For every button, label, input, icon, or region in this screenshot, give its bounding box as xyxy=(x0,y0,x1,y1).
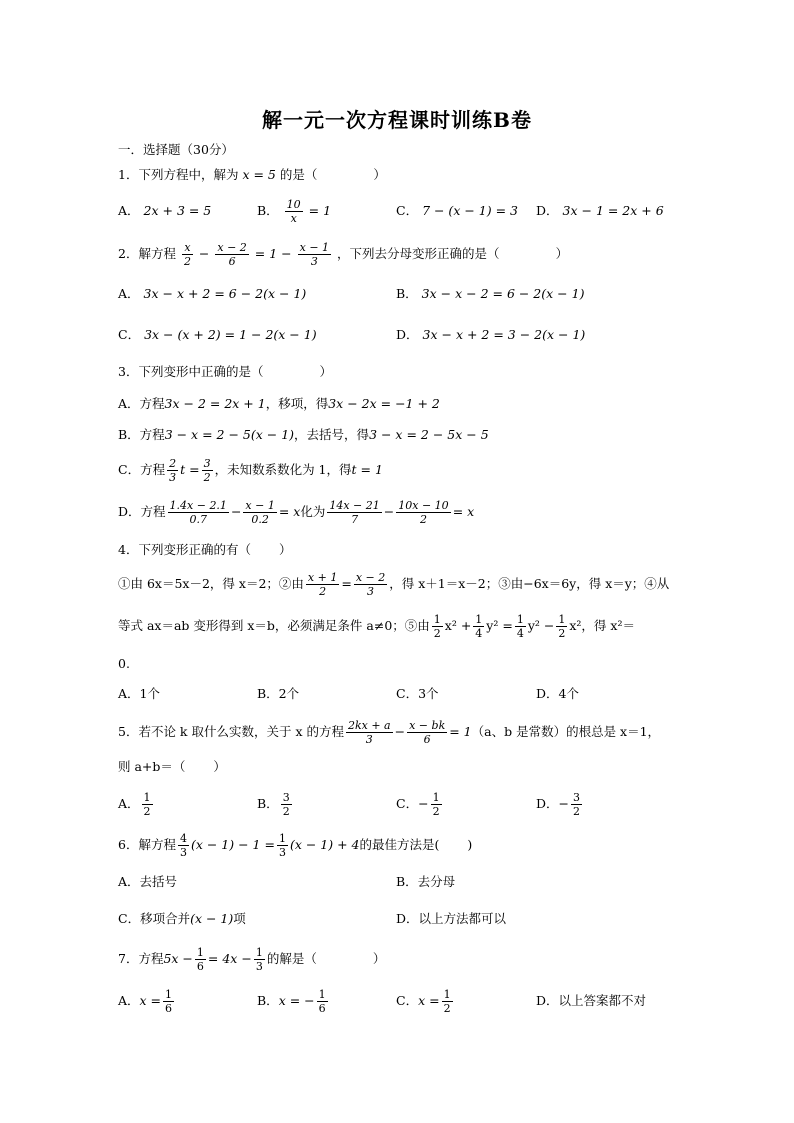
fraction: $\frac{1}{4}$ xyxy=(475,613,483,640)
fraction: $\frac{x}{2}$ xyxy=(183,241,191,268)
q5-option-c[interactable]: C．− $\frac{1}{2}$ xyxy=(396,791,440,818)
q7-option-d[interactable]: D．以上答案都不对 xyxy=(536,993,647,1008)
fraction: $\frac{10x - 10}{2}$ xyxy=(398,499,449,526)
option-label: A．方程 xyxy=(118,396,165,411)
q1-tail: 的是（ xyxy=(279,167,318,182)
option-math: 3 − x = 2 − 5(x − 1) xyxy=(164,427,295,442)
q4-line-2: 等式 ax＝ab 变形得到 x＝b，必须满足条件 a≠0；⑤由 $\frac{1}{2}$ x² + $\frac{1}{4}$ y² = $\frac{1}{4}$ y² − $\frac{1}{2}$ x²，得 x²＝ xyxy=(118,613,635,640)
option-math: t = 1 xyxy=(351,462,383,477)
fraction: $\frac{1}{2}$ xyxy=(558,613,566,640)
q5-line-2: 则 a+b＝（ ） xyxy=(118,759,226,774)
option-math: = 1 xyxy=(308,203,332,218)
option-label: A． xyxy=(118,796,140,811)
question-4: 4．下列变形正确的有（ ） xyxy=(118,542,292,557)
q6-option-a[interactable]: A．去括号 xyxy=(118,874,178,889)
option-label: A． xyxy=(118,203,140,218)
option-math: 3x − x + 2 = 6 − 2(x − 1) xyxy=(143,286,307,301)
fraction: $\frac{3}{2}$ xyxy=(282,791,290,818)
question-2: 2．解方程 $\frac{x}{2}$ − $\frac{x - 2}{6}$ = 1 − $\frac{x - 1}{3}$ ，下列去分母变形正确的是（ ） xyxy=(118,241,569,268)
question-3: 3．下列变形中正确的是（ ） xyxy=(118,364,332,379)
q2-option-d[interactable] xyxy=(396,325,585,345)
q4-option-b[interactable]: B．2个 xyxy=(257,686,300,701)
q4-stem: 4．下列变形正确的有（ xyxy=(118,542,251,557)
fraction: $\frac{1}{4}$ xyxy=(516,613,524,640)
q4-option-a[interactable]: A．1个 xyxy=(118,686,160,701)
fraction: $\frac{1}{2}$ xyxy=(433,613,441,640)
fraction: $\frac{x + 1}{2}$ xyxy=(307,571,338,598)
fraction: $\frac{14x - 21}{7}$ xyxy=(329,499,380,526)
q7-stem: 7．方程 xyxy=(118,951,164,966)
q6-option-b[interactable]: B．去分母 xyxy=(396,874,456,889)
q5-option-b[interactable] xyxy=(257,786,294,822)
q1-close: ） xyxy=(373,167,386,182)
q2-option-b[interactable] xyxy=(396,284,584,304)
option-label: A． xyxy=(118,993,140,1008)
option-label: B． xyxy=(396,286,418,301)
fraction: $\frac{x - 1}{3}$ xyxy=(299,241,330,268)
question-1 xyxy=(118,165,386,185)
fraction: $\frac{x - bk}{6}$ xyxy=(409,719,446,746)
q2-stem: 2．解方程 xyxy=(118,246,176,261)
option-label: D． xyxy=(536,796,559,811)
fraction: $\frac{1}{3}$ xyxy=(255,946,263,973)
q5-option-d[interactable]: D．− $\frac{3}{2}$ xyxy=(536,791,581,818)
option-label: D．方程 xyxy=(118,504,166,519)
fraction: $\frac{3}{2}$ xyxy=(573,791,581,818)
option-label: A． xyxy=(118,286,140,301)
option-math: 7 − (x − 1) = 3 xyxy=(422,203,518,218)
q1-option-d[interactable] xyxy=(536,201,664,221)
option-label: B． xyxy=(257,203,279,218)
q7-option-c[interactable]: C．x = $\frac{1}{2}$ xyxy=(396,988,451,1015)
option-label: D． xyxy=(536,203,559,218)
q4-option-d[interactable]: D．4个 xyxy=(536,686,579,701)
option-math: 3x − x + 2 = 3 − 2(x − 1) xyxy=(422,327,586,342)
q1-stem: 1．下列方程中，解为 xyxy=(118,167,239,182)
q7-option-a[interactable]: A．x = $\frac{1}{6}$ xyxy=(118,988,173,1015)
option-label: C． xyxy=(118,327,141,342)
fraction: $\frac{x - 2}{6}$ xyxy=(217,241,247,268)
q1-condition: x = 5 xyxy=(242,167,276,182)
option-math: 3x − 2x = −1 + 2 xyxy=(328,396,440,411)
q6-option-c[interactable]: C．移项合并(x − 1)项 xyxy=(118,911,246,926)
fraction: $\frac{x - 1}{0.2}$ xyxy=(245,499,275,526)
fraction: $\frac{1.4x - 2.1}{0.7}$ xyxy=(169,499,227,526)
fraction: $\frac{x - 2}{3}$ xyxy=(355,571,386,598)
fraction: $\frac{1}{2}$ xyxy=(143,791,151,818)
section-heading: 一．选择题（30分） xyxy=(118,142,234,157)
question-5: 5．若不论 k 取什么实数，关于 x 的方程 $\frac{2kx + a}{3}$ − $\frac{x - bk}{6}$ = 1（a、b 是常数）的根总是 x＝1， xyxy=(118,719,661,746)
q4-line-3: 0. xyxy=(118,656,130,671)
fraction: $\frac{3}{2}$ xyxy=(203,457,211,484)
option-label: C． xyxy=(396,993,419,1008)
q5-stem: 5．若不论 k 取什么实数，关于 x 的方程 xyxy=(118,724,344,739)
fraction: $\frac{1}{2}$ xyxy=(443,988,451,1015)
q2-tail: ，下列去分母变形正确的是（ xyxy=(337,246,500,261)
option-math: 3 − x = 2 − 5x − 5 xyxy=(369,427,489,442)
fraction: $\frac{1}{6}$ xyxy=(165,988,173,1015)
option-math: 3x − (x + 2) = 1 − 2(x − 1) xyxy=(144,327,317,342)
option-math: 2x + 3 = 5 xyxy=(143,203,212,218)
option-math: 3x − x − 2 = 6 − 2(x − 1) xyxy=(421,286,585,301)
q1-option-c[interactable] xyxy=(396,201,518,221)
fraction: $\frac{1}{2}$ xyxy=(432,791,440,818)
q3-option-c[interactable]: C．方程 $\frac{2}{3}$ t = $\frac{3}{2}$ ，未知数系数化为 1，得t = 1 xyxy=(118,457,383,484)
q3-stem: 3．下列变形中正确的是（ xyxy=(118,364,264,379)
q7-option-b[interactable]: B．x = − $\frac{1}{6}$ xyxy=(257,988,326,1015)
q3-option-b[interactable]: B．方程3 − x = 2 − 5(x − 1)，去括号，得3 − x = 2 − 5x − 5 xyxy=(118,427,489,442)
fraction: $\frac{10}{x}$ xyxy=(286,198,301,225)
option-label: B． xyxy=(257,993,279,1008)
q5-option-a[interactable] xyxy=(118,786,155,822)
option-label: C．方程 xyxy=(118,462,166,477)
q1-option-a[interactable] xyxy=(118,201,211,221)
q2-option-c[interactable] xyxy=(118,325,317,345)
q1-option-b[interactable] xyxy=(257,192,331,230)
q4-option-c[interactable]: C．3个 xyxy=(396,686,439,701)
q6-option-d[interactable]: D．以上方法都可以 xyxy=(396,911,507,926)
page-title: 解一元一次方程课时训练B卷 xyxy=(262,108,532,132)
option-label: B． xyxy=(257,796,279,811)
q3-option-a[interactable]: A．方程3x − 2 = 2x + 1，移项，得3x − 2x = −1 + 2 xyxy=(118,396,440,411)
q6-stem: 6．解方程 xyxy=(118,837,176,852)
question-7: 7．方程5x − $\frac{1}{6}$ = 4x − $\frac{1}{3}$ 的解是（ ） xyxy=(118,946,386,973)
fraction: $\frac{1}{6}$ xyxy=(196,946,204,973)
fraction: $\frac{4}{3}$ xyxy=(179,832,187,859)
q4-line-1: ①由 6x＝5x－2，得 x＝2；②由 $\frac{x + 1}{2}$ = $\frac{x - 2}{3}$ ，得 x＋1＝x－2；③由−6x＝6y，得 x＝y；④从 xyxy=(118,571,670,598)
fraction: $\frac{2kx + a}{3}$ xyxy=(347,719,391,746)
option-label: D． xyxy=(396,327,419,342)
fraction: $\frac{1}{6}$ xyxy=(318,988,326,1015)
question-6: 6．解方程 $\frac{4}{3}$ (x − 1) − 1 = $\frac{1}{3}$ (x − 1) + 4的最佳方法是( ) xyxy=(118,832,473,859)
fraction: $\frac{1}{3}$ xyxy=(278,832,286,859)
option-math: 3x − 1 = 2x + 6 xyxy=(562,203,664,218)
q2-option-a[interactable] xyxy=(118,284,306,304)
option-label: C． xyxy=(396,796,419,811)
fraction: $\frac{2}{3}$ xyxy=(169,457,177,484)
option-label: C． xyxy=(396,203,419,218)
option-label: B．方程 xyxy=(118,427,165,442)
option-math: 3x − 2 = 2x + 1 xyxy=(164,396,266,411)
q3-option-d[interactable]: D．方程 $\frac{1.4x - 2.1}{0.7}$ − $\frac{x - 1}{0.2}$ = x化为 $\frac{14x - 21}{7}$ − $\frac{10x - 10}{2}$ = x xyxy=(118,499,475,526)
